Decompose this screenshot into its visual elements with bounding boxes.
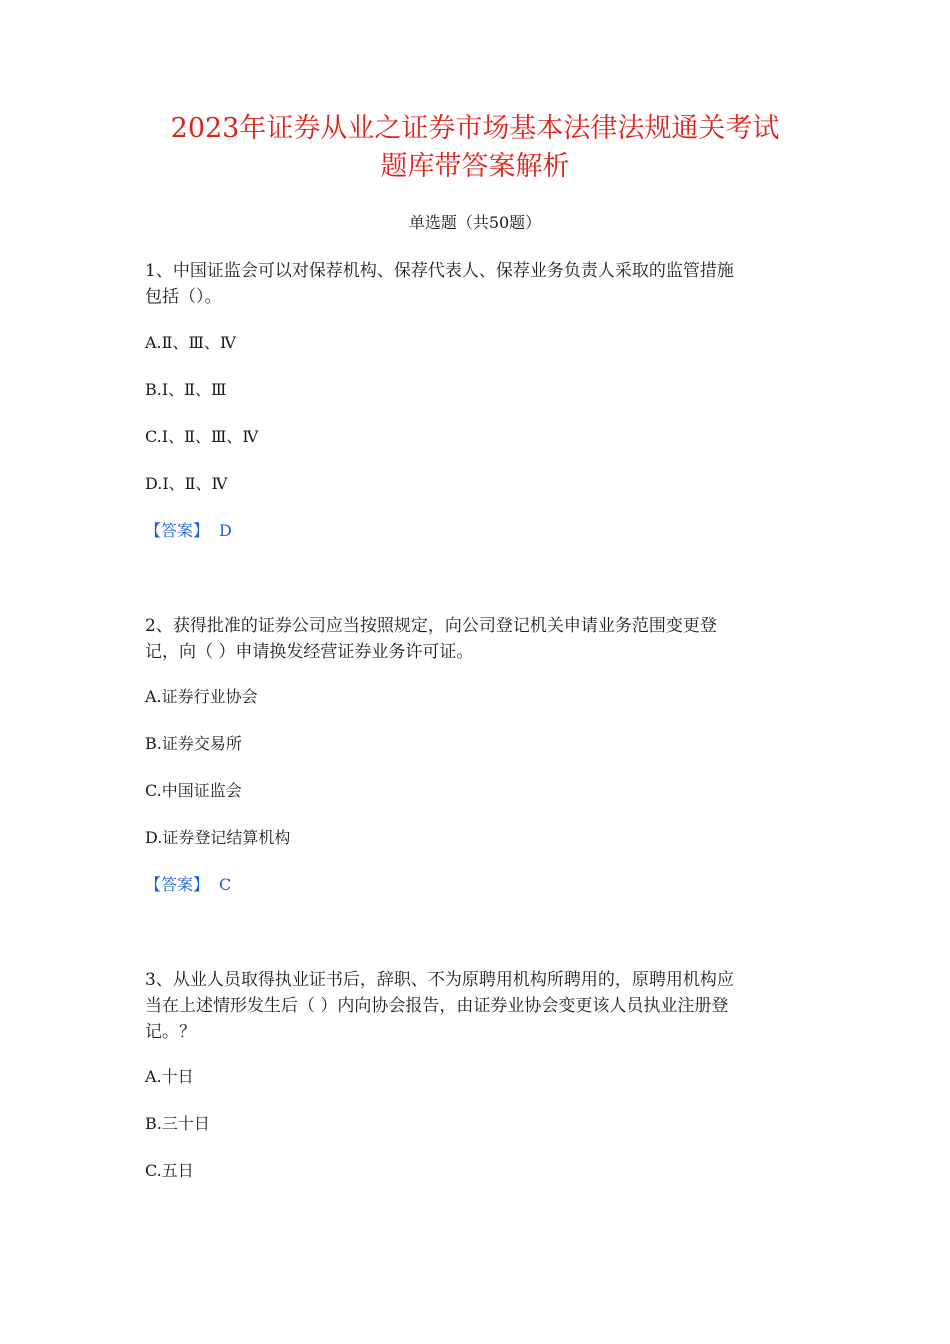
answer-label: 【答案】 (145, 875, 210, 894)
question-1-option-a: A.Ⅱ、Ⅲ、Ⅳ (145, 333, 236, 352)
title-line-1: 2023年证券从业之证券市场基本法律法规通关考试 (170, 113, 780, 144)
answer-value: D (219, 521, 232, 540)
question-1-answer (145, 519, 232, 543)
question-3-line-3: 记。？ (145, 1022, 196, 1042)
question-2-line-1: 2、获得批准的证券公司应当按照规定，向公司登记机关申请业务范围变更登 (145, 616, 717, 636)
question-1-option-c: C.Ⅰ、Ⅱ、Ⅲ、Ⅳ (145, 427, 259, 446)
question-1-line-1: 1、中国证监会可以对保荐机构、保荐代表人、保荐业务负责人采取的监管措施 (145, 261, 734, 281)
question-3-option-b: B.三十日 (145, 1114, 210, 1133)
document-title (100, 110, 850, 186)
question-2-text (145, 613, 815, 665)
section-heading: 单选题（共50题） (408, 213, 542, 232)
question-3-line-2: 当在上述情形发生后（ ）内向协会报告，由证券业协会变更该人员执业注册登 (145, 996, 729, 1016)
question-2-option-a: A.证券行业协会 (145, 687, 258, 706)
question-1-text (145, 258, 815, 310)
answer-label: 【答案】 (145, 521, 210, 540)
question-3-text (145, 967, 815, 1045)
question-2-option-b: B.证券交易所 (145, 734, 242, 753)
question-3-option-c: C.五日 (145, 1161, 194, 1180)
question-2-option-c: C.中国证监会 (145, 781, 242, 800)
question-3-line-1: 3、从业人员取得执业证书后，辞职、不为原聘用机构所聘用的，原聘用机构应 (145, 970, 734, 990)
question-1-option-d: D.Ⅰ、Ⅱ、Ⅳ (145, 474, 228, 493)
question-3-option-a: A.十日 (145, 1067, 194, 1086)
question-2-line-2: 记，向（ ）申请换发经营证券业务许可证。 (145, 642, 474, 662)
question-1-option-b: B.Ⅰ、Ⅱ、Ⅲ (145, 380, 227, 399)
answer-value: C (219, 875, 232, 894)
title-line-2: 题库带答案解析 (380, 151, 570, 182)
question-2-answer (145, 873, 231, 897)
question-1-line-2: 包括（）。 (145, 287, 222, 307)
question-2-option-d: D.证券登记结算机构 (145, 828, 291, 847)
